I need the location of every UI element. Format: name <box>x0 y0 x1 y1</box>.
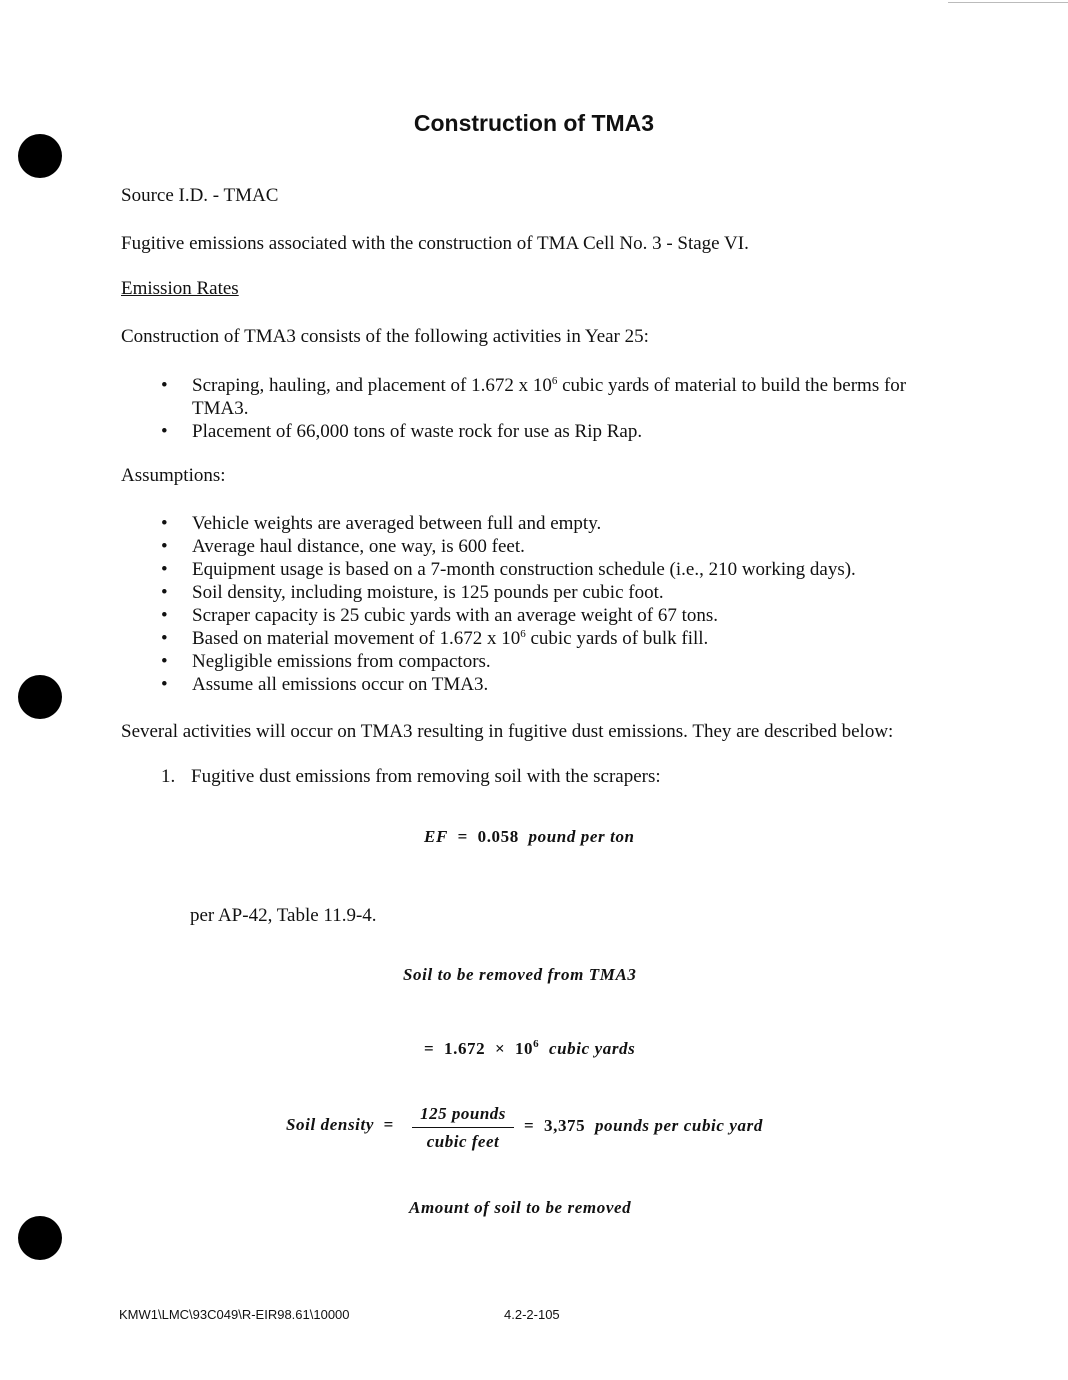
list-item: • Scraping, hauling, and placement of 1.672 x $10^6$ cubic yards of material to build the berms for TMA3. <box>161 374 906 420</box>
item-1-text: Fugitive dust emissions from removing soil with the scrapers: <box>191 766 661 787</box>
list-item: • Vehicle weights are averaged between full and empty. <box>161 512 856 535</box>
activities-intro: Construction of TMA3 consists of the following activities in Year 25: <box>121 326 649 347</box>
section-heading-emission-rates: Emission Rates <box>121 278 239 299</box>
binder-hole-middle <box>18 675 62 719</box>
density-fraction <box>412 1104 514 1152</box>
fraction-denominator: cubic feet <box>426 1132 500 1151</box>
fraction-numerator: 125 pounds <box>412 1104 514 1128</box>
equation-emission-factor: EF = 0.058 pound per ton <box>424 827 635 846</box>
equation-amount-label: Amount of soil to be removed <box>409 1198 632 1217</box>
assumptions-heading: Assumptions: <box>121 465 226 486</box>
activities-description: Several activities will occur on TMA3 resulting in fugitive dust emissions. They are described below: <box>121 721 894 742</box>
list-item: • Assume all emissions occur on TMA3. <box>161 673 856 696</box>
equation-density-lhs: Soil density = <box>286 1115 394 1134</box>
list-item: • Scraper capacity is 25 cubic yards with an average weight of 67 tons. <box>161 604 856 627</box>
intro-paragraph: Fugitive emissions associated with the construction of TMA Cell No. 3 - Stage VI. <box>121 233 749 254</box>
source-id: Source I.D. - TMAC <box>121 185 279 206</box>
activities-list <box>161 374 906 443</box>
list-item: • Based on material movement of 1.672 x $10^6$ cubic yards of bulk fill. <box>161 627 856 650</box>
binder-hole-top <box>18 134 62 178</box>
footer-page-number: 4.2-2-105 <box>504 1307 560 1322</box>
list-item: • Negligible emissions from compactors. <box>161 650 856 673</box>
page-title: Construction of TMA3 <box>413 110 655 136</box>
list-item: • Placement of 66,000 tons of waste rock for use as Rip Rap. <box>161 420 906 443</box>
list-item: • Average haul distance, one way, is 600 feet. <box>161 535 856 558</box>
list-item: • Soil density, including moisture, is 125 pounds per cubic foot. <box>161 581 856 604</box>
item-1-number: 1. <box>161 766 176 787</box>
binder-hole-bottom <box>18 1216 62 1260</box>
ap42-reference: per AP-42, Table 11.9-4. <box>190 905 377 926</box>
equation-soil-label: Soil to be removed from TMA3 <box>403 965 637 984</box>
assumptions-list <box>161 512 856 696</box>
scan-edge-line <box>948 2 1068 3</box>
equation-soil-value: = $1.672 \times 10^6$ cubic yards <box>424 1038 636 1058</box>
footer-file-path: KMW1\LMC\93C049\R-EIR98.61\10000 <box>119 1307 350 1322</box>
equation-density-result: = 3,375 pounds per cubic yard <box>524 1116 763 1135</box>
list-item: • Equipment usage is based on a 7-month construction schedule (i.e., 210 working days). <box>161 558 856 581</box>
